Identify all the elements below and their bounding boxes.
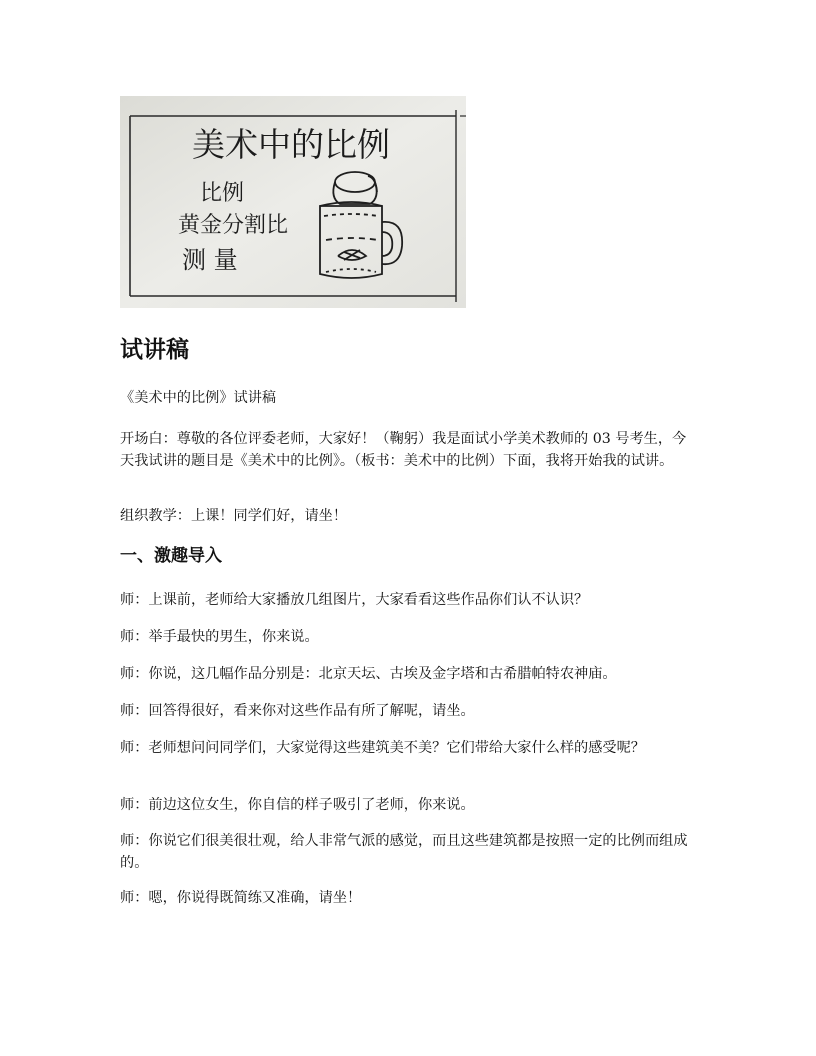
- sketch-title: 美术中的比例: [192, 125, 390, 164]
- sketch-item-1: 比例: [200, 181, 245, 206]
- dialogue-line: 师：举手最快的男生，你来说。: [120, 629, 319, 645]
- sketch-item-2: 黄金分割比: [178, 213, 289, 238]
- dialogue-line: 师：前边这位女生，你自信的样子吸引了老师，你来说。: [120, 797, 475, 813]
- dialogue-line: 师：上课前，老师给大家播放几组图片，大家看看这些作品你们认不认识？: [120, 592, 589, 608]
- sketch-drawing: [120, 96, 466, 308]
- document-title: 试讲稿: [120, 337, 189, 363]
- opening-paragraph: 开场白：尊敬的各位评委老师，大家好！（鞠躬）我是面试小学美术教师的 03 号考生，今天我试讲的题目是《美术中的比例》。（板书：美术中的比例）下面，我将开始我的试讲。: [120, 431, 687, 469]
- blackboard-sketch-photo: [120, 96, 466, 308]
- dialogue-line: 师：老师想问问同学们，大家觉得这些建筑美不美？它们带给大家什么样的感受呢？: [120, 740, 645, 756]
- dialogue-line: 师：嗯，你说得既简练又准确，请坐！: [120, 890, 362, 906]
- section-heading: 一、激趣导入: [120, 546, 222, 566]
- document-subtitle: 《美术中的比例》试讲稿: [120, 390, 277, 406]
- sketch-item-3: 测 量: [182, 246, 238, 274]
- dialogue-line: 师：回答得很好，看来你对这些作品有所了解呢，请坐。: [120, 703, 475, 719]
- organize-paragraph: 组织教学：上课！同学们好，请坐！: [120, 508, 348, 524]
- dialogue-line: 师：你说，这几幅作品分别是：北京天坛、古埃及金字塔和古希腊帕特农神庙。: [120, 666, 617, 682]
- dialogue-line: 师：你说它们很美很壮观，给人非常气派的感觉，而且这些建筑都是按照一定的比例而组成的。: [120, 833, 688, 871]
